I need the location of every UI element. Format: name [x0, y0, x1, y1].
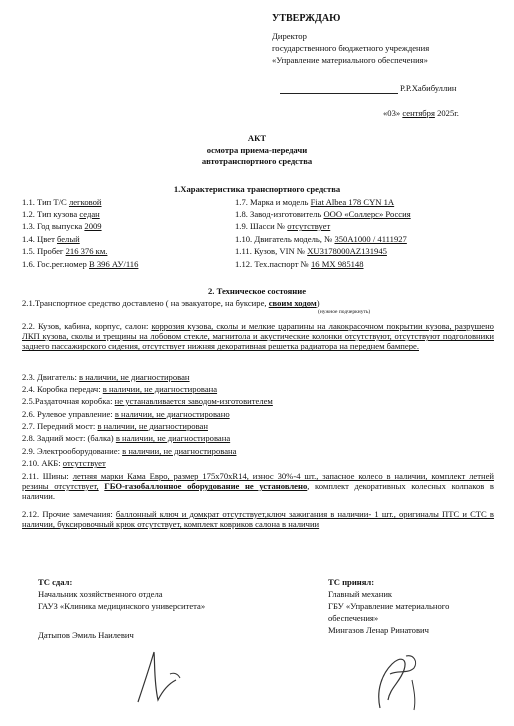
- item-value: отсутствует: [62, 458, 106, 468]
- item-label: 2.6. Рулевое управление:: [22, 409, 113, 419]
- item-value: в наличии, не диагностирована: [122, 446, 237, 456]
- spec-value: Fiat Albea 178 CYN 1A: [310, 197, 395, 207]
- spec-row-1-4: [22, 234, 80, 244]
- spec-value: В 396 АУ/116: [88, 259, 139, 269]
- item-label: 2.9. Электрооборудование:: [22, 446, 120, 456]
- spec-row-1-6: [22, 259, 138, 269]
- spec-value: 216 376 км.: [65, 246, 108, 256]
- spec-row-1-7: [235, 197, 394, 207]
- section2-title: 2. Техническое состояние: [207, 286, 307, 296]
- spec-row-1-12: [235, 259, 364, 269]
- spec-value: 16 МХ 985148: [310, 259, 364, 269]
- approval-org-line2: «Управление материального обеспечения»: [272, 55, 428, 65]
- item-2-11-tail: , комплект декоративных колесных колпаков в наличии.: [22, 481, 494, 502]
- spec-row-1-1: [22, 197, 102, 207]
- spec-row-1-5: [22, 246, 107, 256]
- spec-row-1-2: [22, 209, 100, 219]
- spec-row-1-8: [235, 209, 411, 219]
- item-2-6: [22, 409, 230, 419]
- item-2-2-label: 2.2. Кузов, кабина, корпус, салон:: [22, 321, 149, 331]
- spec-value: 2009: [84, 221, 102, 231]
- item-2-1-text: 2.1.Транспортное средство доставлено ( на эвакуаторе, на буксире,: [22, 298, 267, 308]
- item-2-5: [22, 396, 273, 406]
- approval-org-line1: государственного бюджетного учреждения: [272, 43, 430, 53]
- approval-position: Директор: [272, 31, 307, 41]
- item-2-3: [22, 372, 190, 382]
- receiver-name: Мингазов Ленар Ринатович: [328, 625, 429, 635]
- item-label: 2.5.Раздаточная коробка:: [22, 396, 113, 406]
- approval-date: [383, 108, 459, 118]
- item-2-9: [22, 446, 236, 456]
- item-2-10: [22, 458, 106, 468]
- item-2-11: [22, 471, 494, 502]
- spec-value: ООО «Соллерс» Россия: [323, 209, 411, 219]
- item-2-1-close: ): [316, 298, 320, 308]
- receiver-line2: ГБУ «Управление материального: [328, 601, 450, 611]
- approval-date-month: сентября: [402, 108, 435, 118]
- item-2-1-hint: (нужное подчеркнуть): [318, 309, 371, 315]
- item-label: 2.8. Задний мост: (балка): [22, 433, 114, 443]
- item-label: 2.10. АКБ:: [22, 458, 61, 468]
- receiver-line3: обеспечения»: [328, 613, 379, 623]
- spec-label: 1.8. Завод-изготовитель: [235, 209, 322, 219]
- item-value: в наличии, не диагностирована: [115, 433, 231, 443]
- spec-row-1-3: [22, 221, 102, 231]
- spec-label: 1.11. Кузов, VIN №: [235, 246, 306, 256]
- item-2-1-selected: своим ходом: [268, 298, 317, 308]
- item-2-8: [22, 433, 230, 443]
- spec-label: 1.1. Тип Т/С: [22, 197, 67, 207]
- receiver-line1: Главный механик: [328, 589, 393, 599]
- receiver-title: ТС принял:: [328, 577, 375, 587]
- item-label: 2.3. Двигатель:: [22, 372, 77, 382]
- act-subtitle-1: осмотра приема-передачи: [206, 145, 308, 155]
- item-2-12-label: 2.12. Прочие замечания:: [22, 509, 113, 519]
- item-value: в наличии, не диагностирована: [102, 384, 218, 394]
- item-2-2-value: коррозия кузова, сколы и мелкие царапины на лакокрасочном покрытии кузова, разрушено ЛКП кузова, сколы и трещины на лобовом стекле, магнитола и акустические колонки отсутствуют, отсутствуют подголовники заднего пассажирского сидения, отсутствует нижняя декоративная решетка радиатора на переднем бампере.: [22, 321, 494, 352]
- approval-title: УТВЕРЖДАЮ: [272, 13, 341, 24]
- item-2-11-label: 2.11. Шины:: [22, 471, 69, 481]
- sender-title: ТС сдал:: [38, 577, 73, 587]
- approval-signature-rule: [280, 93, 398, 94]
- item-label: 2.7. Передний мост:: [22, 421, 96, 431]
- item-value: в наличии, не диагностировано: [114, 409, 230, 419]
- approval-signature-name: Р.Р.Хабибуллин: [400, 83, 457, 93]
- spec-value: белый: [56, 234, 80, 244]
- item-2-11-value: летняя марки Кама Евро, размер 175х70хR14, износ 30%-4 шт., запасное колесо в наличии, комплект летней резины отсутствует,: [22, 471, 495, 492]
- item-2-12: [22, 509, 494, 529]
- spec-value: легковой: [68, 197, 102, 207]
- item-value: в наличии, не диагностирован: [97, 421, 208, 431]
- item-2-7: [22, 421, 208, 431]
- approval-date-day: «03»: [383, 108, 401, 118]
- item-value: в наличии, не диагностирован: [79, 372, 190, 382]
- item-2-4: [22, 384, 217, 394]
- spec-label: 1.3. Год выпуска: [22, 221, 83, 231]
- sender-line1: Начальник хозяйственного отдела: [38, 589, 163, 599]
- item-2-11-gbo: ГБО-газобаллонное оборудование не установлено: [104, 481, 308, 492]
- act-title: АКТ: [247, 133, 267, 143]
- spec-label: 1.9. Шасси №: [235, 221, 286, 231]
- sender-line2: ГАУЗ «Клиника медицинского университета»: [38, 601, 206, 611]
- spec-row-1-11: [235, 246, 387, 256]
- act-subtitle-2: автотранспортного средства: [201, 156, 313, 166]
- spec-row-1-10: [235, 234, 407, 244]
- spec-value: XU3178000AZ131945: [307, 246, 387, 256]
- spec-label: 1.10. Двигатель модель, №: [235, 234, 333, 244]
- spec-label: 1.7. Марка и модель: [235, 197, 309, 207]
- spec-label: 1.6. Гос.рег.номер: [22, 259, 87, 269]
- spec-label: 1.5. Пробег: [22, 246, 64, 256]
- sender-handwritten-signature: [130, 644, 190, 714]
- spec-label: 1.2. Тип кузова: [22, 209, 78, 219]
- section1-title: 1.Характеристика транспортного средства: [173, 184, 341, 194]
- item-label: 2.4. Коробка передач:: [22, 384, 101, 394]
- spec-value: отсутствует: [287, 221, 331, 231]
- item-value: не устанавливается заводом-изготовителем: [114, 396, 273, 406]
- sender-name: Датыпов Эмиль Наилевич: [38, 630, 134, 640]
- spec-label: 1.12. Тех.паспорт №: [235, 259, 309, 269]
- item-2-1: [22, 298, 320, 308]
- spec-row-1-9: [235, 221, 330, 231]
- item-2-12-value: баллонный ключ и домкрат отсутствует,ключ зажигания в наличии- 1 шт., оригиналы ПТС и СТС в наличии, буксировочный крюк отсутствует, комплект ковриков салона в наличии: [22, 509, 494, 530]
- approval-date-year: 2025г.: [437, 108, 459, 118]
- spec-label: 1.4. Цвет: [22, 234, 55, 244]
- receiver-handwritten-signature: [360, 640, 430, 720]
- item-2-2: [22, 321, 494, 352]
- spec-value: 350А1000 / 4111927: [334, 234, 407, 244]
- spec-value: седан: [79, 209, 100, 219]
